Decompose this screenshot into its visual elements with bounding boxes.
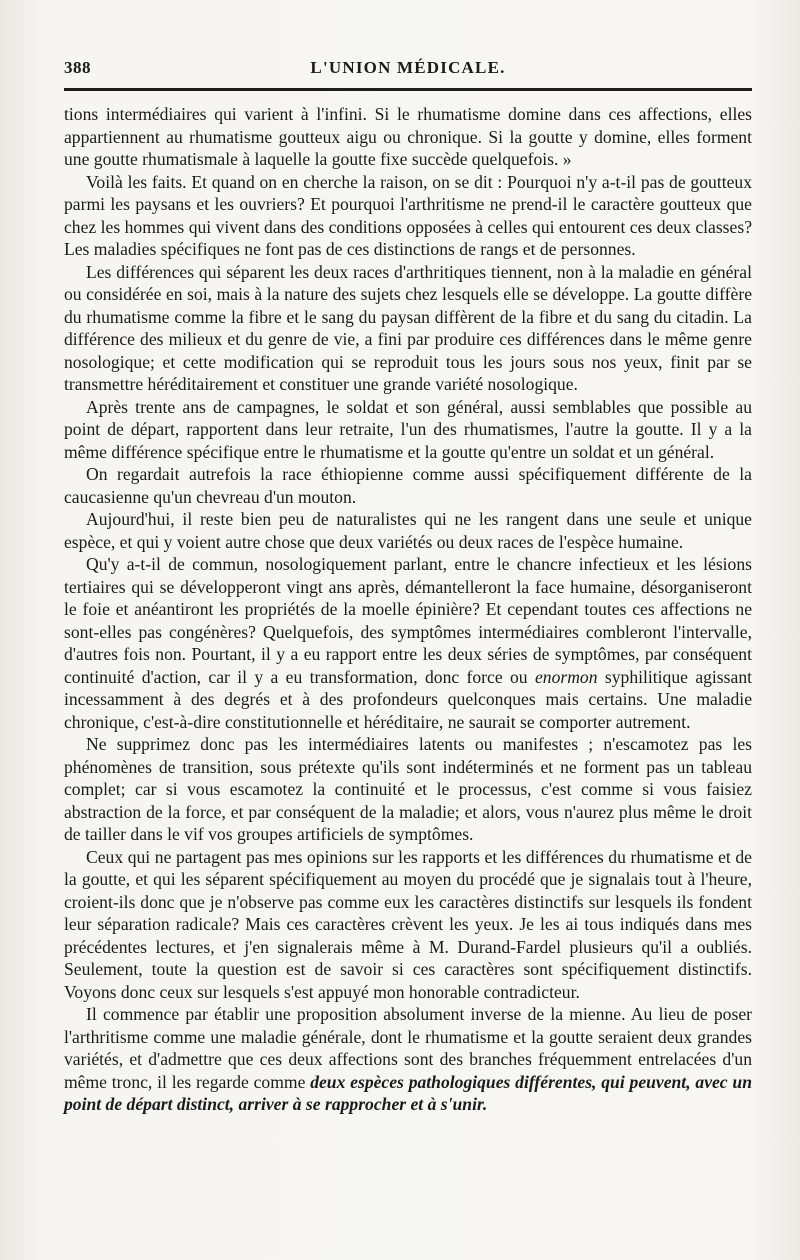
- article-body: [64, 103, 752, 1116]
- paragraph-7-text: Qu'y a-t-il de commun, nosologiquement parlant, entre le chancre infectieux et les lésions tertiaires qui se développeront vingt ans après, démantelleront la face humaine, désorganiseront le foie et anéantiront les propriétés de la moelle épinière? Et cependant toutes ces affections ne sont-elles pas congénères? Quelquefois, des symptômes intermédiaires combleront l'intervalle, d'autres fois non. Pourtant, il y a eu rapport entre les deux séries de symptômes, par conséquent continuité d'action, car il y a eu transformation, donc force ou: [64, 554, 752, 687]
- paragraph-7-italic: enormon: [534, 666, 598, 687]
- header-rule: [64, 88, 752, 91]
- paragraph-5: On regardait autrefois la race éthiopienne comme aussi spécifiquement différente de la caucasienne qu'un chevreau d'un mouton.: [64, 464, 752, 507]
- paragraph-3: Les différences qui séparent les deux races d'arthritiques tiennent, non à la maladie en général ou considérée en soi, mais à la nature des sujets chez lesquels elle se développe. La goutte diffère du rhumatisme comme la fibre et le sang du paysan diffèrent de la fibre et du sang du citadin. La différence des milieux et du genre de vie, a fini par produire ces différences dans le même genre nosologique; et cette modification qui se reproduit tous les jours sous nos yeux, finit par se transmettre héréditairement et constituer une grande variété nosologique.: [64, 261, 752, 394]
- page-number: 388: [64, 58, 91, 77]
- paragraph-7-tail: syphilitique agissant incessamment à des degrés et à des profondeurs quelconques mais certains. Une maladie chronique, c'est-à-dire constitutionnelle et héréditaire, ne saurait se comporter autrement.: [64, 666, 752, 732]
- paragraph-10-text: Il commence par établir une proposition absolument inverse de la mienne. Au lieu de poser l'arthritisme comme une maladie générale, dont le rhumatisme et la goutte seraient deux grandes variétés, et d'admettre que ces deux affections sont des branches fréquemment entrelacées d'un même tronc, il les regarde comme: [64, 1004, 752, 1092]
- paragraph-7: [64, 553, 752, 733]
- paragraph-9: Ceux qui ne partagent pas mes opinions sur les rapports et les différences du rhumatisme et de la goutte, et qui les séparent spécifiquement au moyen du procédé que je signalais tout à l'heure, croient-ils donc que je n'observe pas comme eux les caractères distinctifs sur lesquels ils fondent leur séparation radicale? Mais ces caractères crèvent les yeux. Je les ai tous indiqués dans mes précédentes lectures, et j'en signalerais même à M. Durand-Fardel plusieurs qu'il a oubliés. Seulement, toute la question est de savoir si ces caractères sont spécifiquement distinctifs. Voyons donc ceux sur lesquels s'est appuyé mon honorable contradicteur.: [64, 846, 752, 1002]
- paragraph-2: Voilà les faits. Et quand on en cherche la raison, on se dit : Pourquoi n'y a-t-il pas de goutteux parmi les paysans et les ouvriers? Et pourquoi l'arthritisme ne prend-il le caractère goutteux que chez les hommes qui vivent dans des conditions opposées à celles qui entourent ces deux classes? Les maladies spécifiques ne font pas de ces distinctions de rangs et de personnes.: [64, 171, 752, 259]
- paragraph-10-italic: deux espèces pathologiques différentes, qui peuvent, avec un point de départ distinct, arriver à se rapprocher et à s'unir.: [64, 1071, 752, 1114]
- paragraph-8: Ne supprimez donc pas les intermédiaires latents ou manifestes ; n'escamotez pas les phénomènes de transition, sous prétexte qu'ils sont indéterminés et ne forment pas un tableau complet; car si vous escamotez la continuité et le processus, c'est comme si vous faisiez abstraction de la force, et par conséquent de la maladie; et alors, vous n'aurez plus même le droit de tailler dans le vif vos groupes artificiels de symptômes.: [64, 734, 752, 844]
- running-head: [64, 58, 752, 84]
- journal-title: L'UNION MÉDICALE.: [310, 58, 506, 77]
- paragraph-4: Après trente ans de campagnes, le soldat et son général, aussi semblables que possible au point de départ, rapportent dans leur retraite, l'un des rhumatismes, l'autre la goutte. Il y a la même différence spécifique entre le rhumatisme et la goutte qu'entre un soldat et un général.: [64, 396, 752, 462]
- paragraph-1: tions intermédiaires qui varient à l'infini. Si le rhumatisme domine dans ces affections, elles appartiennent au rhumatisme goutteux aigu ou chronique. Si la goutte y domine, elles forment une goutte rhumatismale à laquelle la goutte fixe succède quelquefois. »: [64, 104, 752, 169]
- paragraph-6: Aujourd'hui, il reste bien peu de naturalistes qui ne les rangent dans une seule et unique espèce, et qui y voient autre chose que deux variétés ou deux races de l'espèce humaine.: [64, 509, 752, 552]
- paragraph-10: [64, 1003, 752, 1116]
